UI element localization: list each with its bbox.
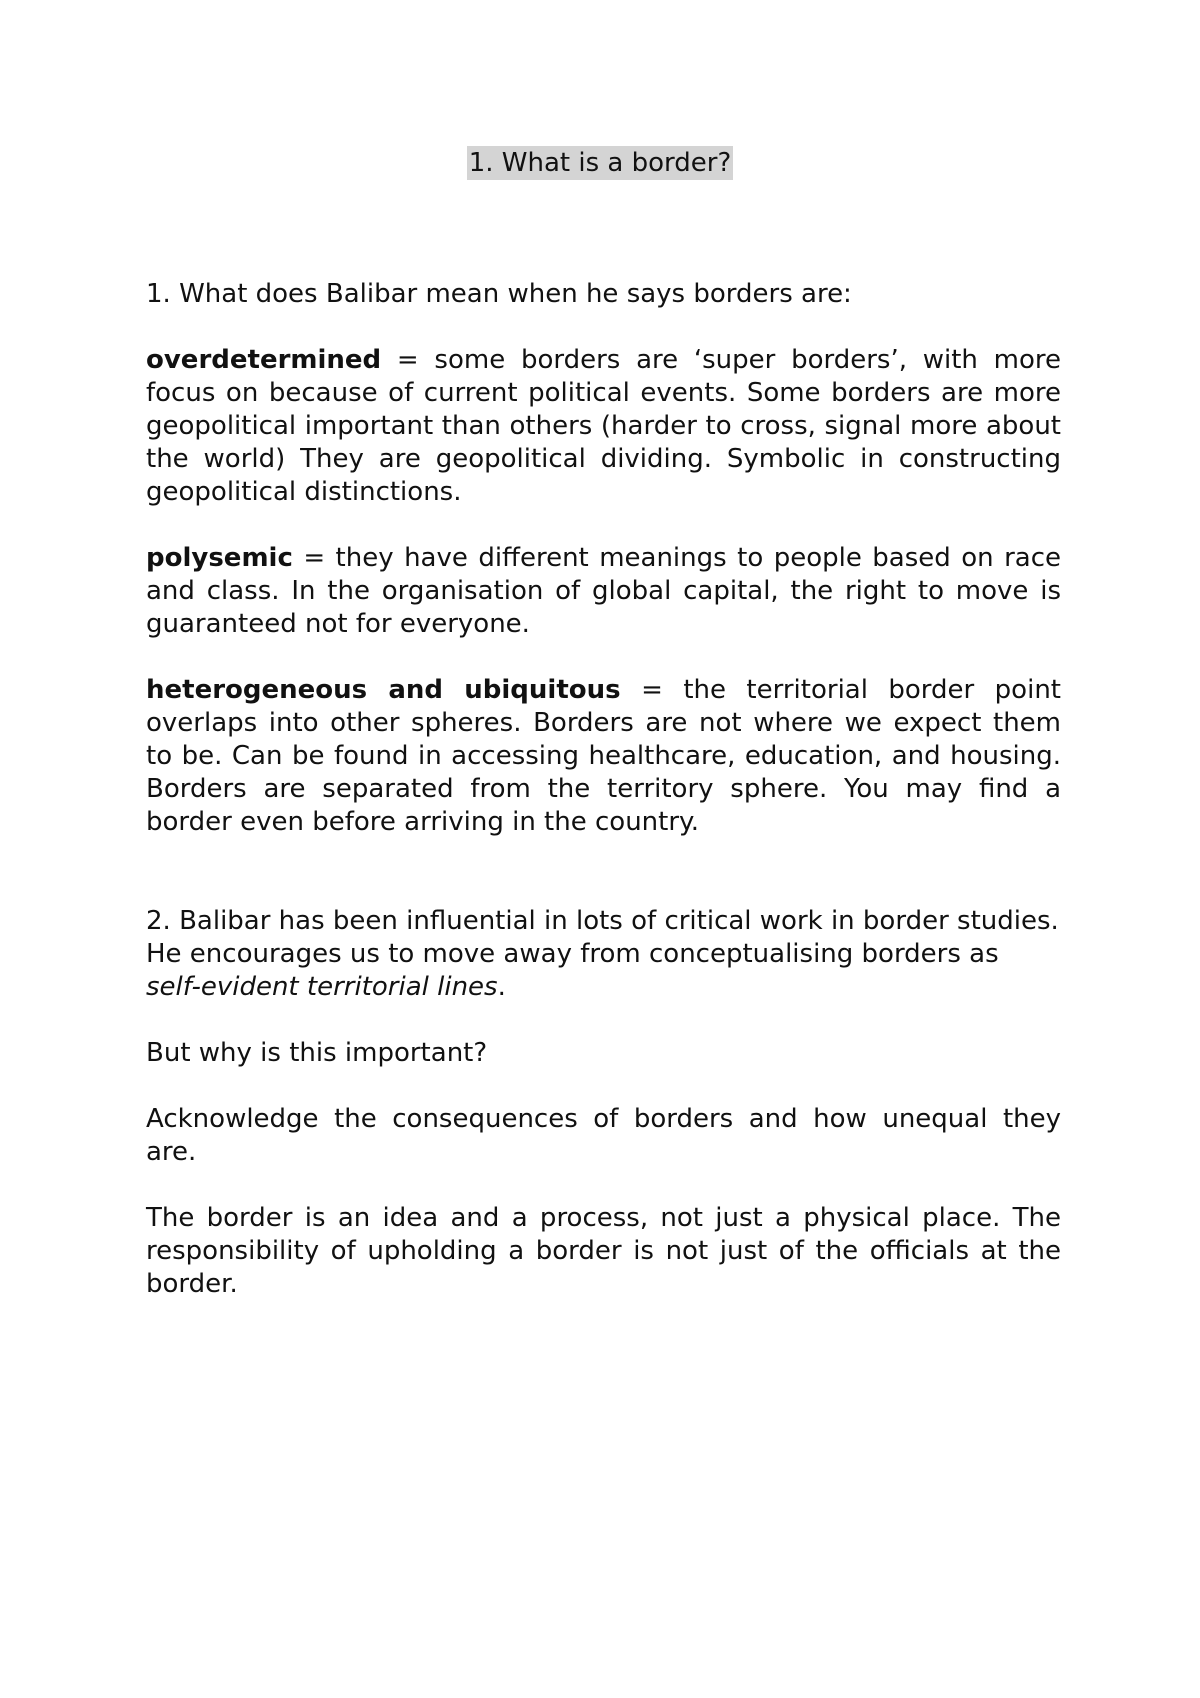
- term-overdetermined: overdetermined: [146, 345, 382, 375]
- spacer: [146, 839, 1061, 905]
- spacer: [146, 311, 1061, 344]
- term-heterogeneous: heterogeneous and ubiquitous: [146, 675, 621, 705]
- definition-heterogeneous: [146, 674, 1061, 839]
- definition-text-heterogeneous: = the territorial border point overlaps into other spheres. Borders are not where we expect them to be. Can be found in accessing healthcare, education, and housing. Borders are separated from the territory sphere. You may find a border even before arriving in the country.: [146, 675, 1061, 837]
- answer-paragraph-2: The border is an idea and a process, not just a physical place. The responsibility of upholding a border is not just of the officials at the border.: [146, 1203, 1061, 1299]
- definition-text-overdetermined: = some borders are ‘super borders’, with more focus on because of current political events. Some borders are more geopolitical important than others (harder to cross, signal more about the world) They are geopolitical dividing. Symbolic in constructing geopolitical distinctions.: [146, 345, 1061, 507]
- spacer: [146, 641, 1061, 674]
- question-2-period: .: [497, 972, 506, 1002]
- question-2-text: 2. Balibar has been influential in lots of critical work in border studies. He encourages us to move away from conceptualising borders as: [146, 906, 1059, 969]
- document-heading: 1. What is a border?: [468, 148, 732, 178]
- document-body: [146, 278, 1061, 1301]
- spacer: [146, 1070, 1061, 1103]
- definition-overdetermined: [146, 344, 1061, 509]
- spacer: [146, 509, 1061, 542]
- definition-text-polysemic: = they have different meanings to people based on race and class. In the organisation of global capital, the right to move is guaranteed not for everyone.: [146, 543, 1061, 639]
- spacer: [146, 1004, 1061, 1037]
- definition-polysemic: [146, 542, 1061, 641]
- question-2-intro: [146, 905, 1061, 1004]
- answer-paragraph-1: Acknowledge the consequences of borders and how unequal they are.: [146, 1104, 1061, 1167]
- term-polysemic: polysemic: [146, 543, 293, 573]
- question-2-italic-phrase: self-evident territorial lines: [146, 972, 498, 1002]
- question-2-question: But why is this important?: [146, 1038, 488, 1068]
- spacer: [146, 1169, 1061, 1202]
- heading-container: [0, 146, 1200, 180]
- question-1-prompt: 1. What does Balibar mean when he says borders are:: [146, 279, 852, 309]
